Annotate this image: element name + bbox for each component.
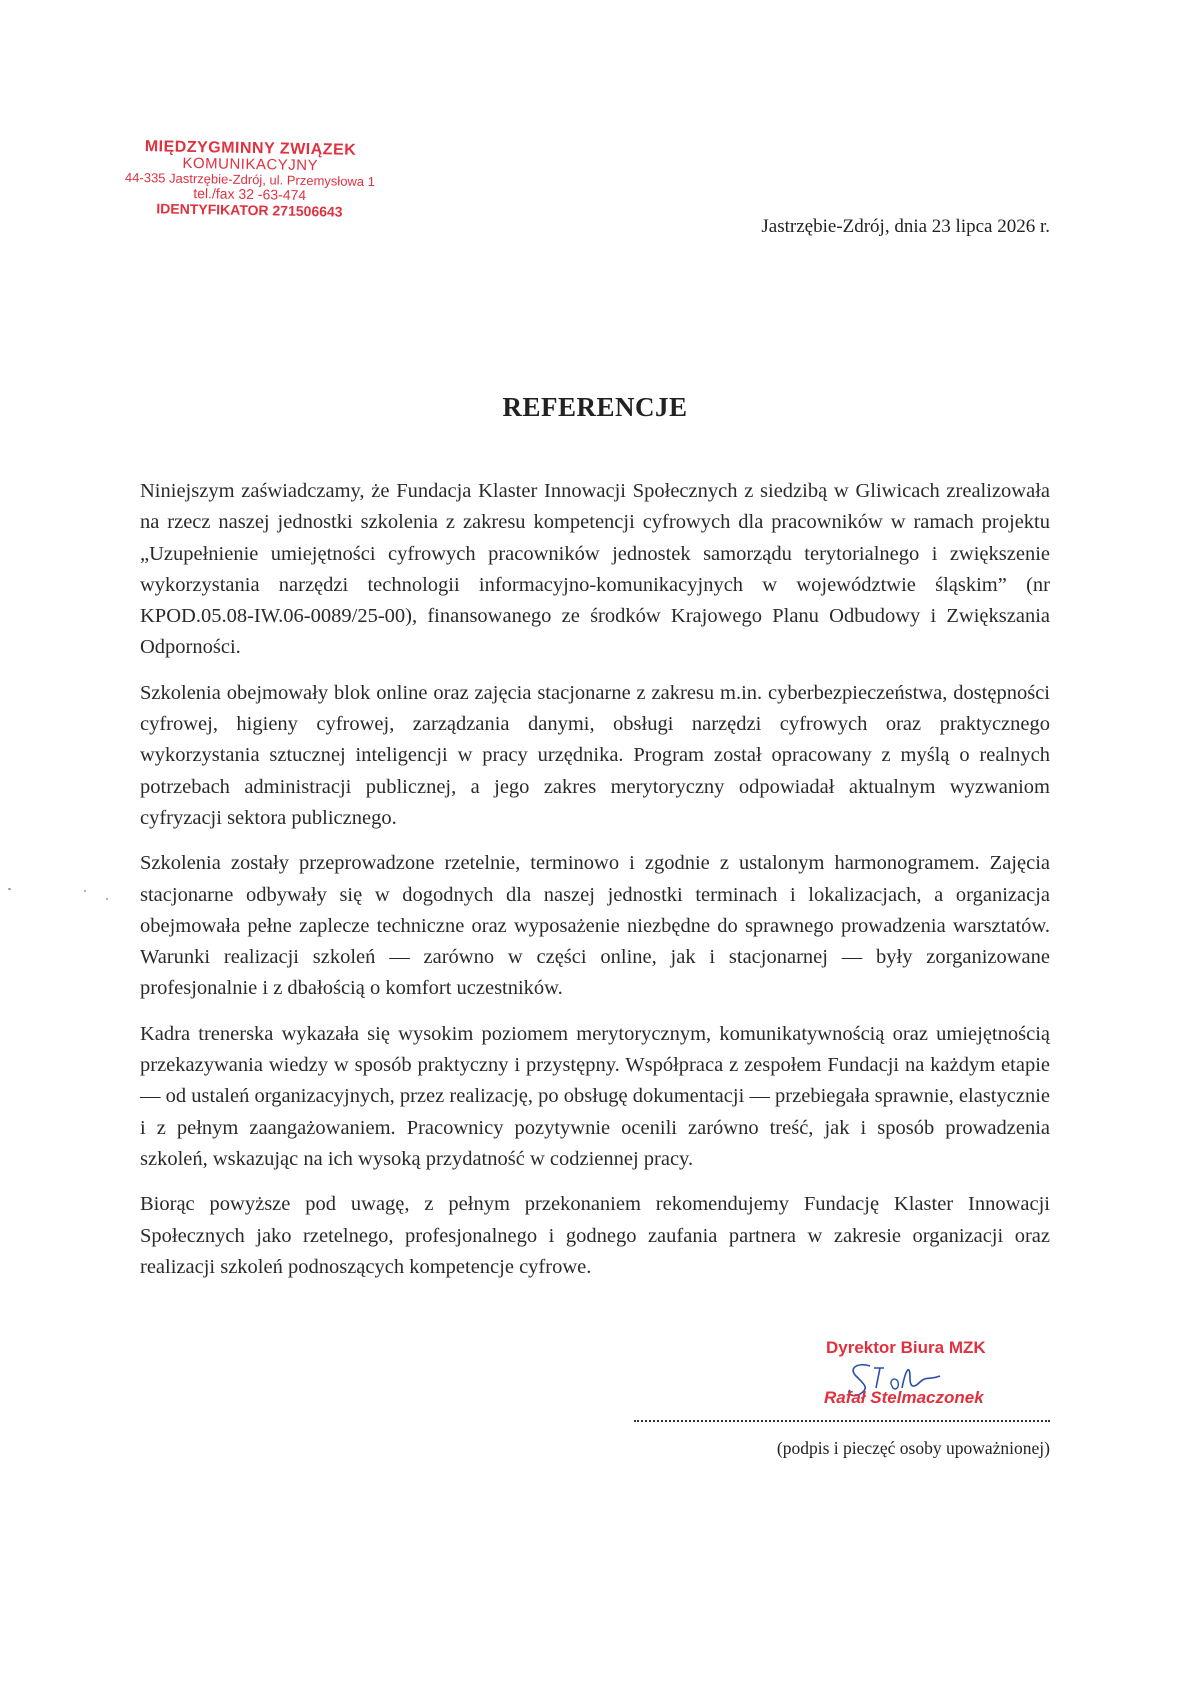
- stamp-line-type: KOMUNIKACYJNY: [182, 155, 319, 175]
- paragraph: Biorąc powyższe pod uwagę, z pełnym przekonaniem rekomendujemy Fundację Klaster Innowacji Społecznych jako rzetelnego, profesjonalnego i godnego zaufania partnera w zakresie organizacji oraz realizacji szkoleń podnoszących kompetencje cyfrowe.: [140, 1193, 1050, 1278]
- scan-speck: [84, 890, 86, 892]
- scan-speck: [8, 888, 11, 890]
- paragraph: Szkolenia zostały przeprowadzone rzetelnie, terminowo i zgodnie z ustalonym harmonogramem. Zajęcia stacjonarne odbywały się w dogodnych dla naszej jednostki terminach i lokalizacjach, a organizacja obejmowała pełne zaplecze techniczne oraz wyposażenie niezbędne do sprawnego prowadzenia warsztatów. Warunki realizacji szkoleń — zarówno w części online, jak i stacjonarnej — były zorganizowane profesjonalnie i z dbałością o komfort uczestników.: [140, 852, 1050, 1000]
- stamp-line-id: IDENTYFIKATOR 271506643: [156, 199, 343, 220]
- stamp-line-address: 44-335 Jastrzębie-Zdrój, ul. Przemysłowa 1: [124, 170, 376, 190]
- signature-name: Rafał Stelmaczonek: [824, 1388, 984, 1407]
- paragraph: Kadra trenerska wykazała się wysokim poziomem merytorycznym, komunikatywnością oraz umiejętnością przekazywania wiedzy w sposób praktyczny i przystępny. Współpraca z zespołem Fundacji na każdym etapie — od ustaleń organizacyjnych, przez realizację, po obsługę dokumentacji — przebiegała sprawnie, elastycznie i z pełnym zaangażowaniem. Pracownicy pozytywnie ocenili zarówno treść, jak i sposób prowadzenia szkoleń, wskazując na ich wysoką przydatność w codziennej pracy.: [140, 1022, 1050, 1170]
- stamp-line-phone: tel./fax 32 -63-474: [193, 185, 307, 204]
- signature-role: Dyrektor Biura MZK: [826, 1338, 986, 1357]
- signature-dotted-line: [634, 1418, 1050, 1422]
- organization-stamp: [99, 137, 400, 220]
- scan-speck: [106, 898, 108, 900]
- document-title: REFERENCJE: [502, 392, 688, 422]
- paragraph: Szkolenia obejmowały blok online oraz zajęcia stacjonarne z zakresu m.in. cyberbezpieczeństwa, dostępności cyfrowej, higieny cyfrowej, zarządzania danymi, obsługi narzędzi cyfrowych oraz praktycznego wykorzystania sztucznej inteligencji w pracy urzędnika. Program został opracowany z myślą o realnych potrzebach administracji publicznej, a jego zakres merytoryczny odpowiadał aktualnym wyzwaniom cyfryzacji sektora publicznego.: [140, 681, 1050, 829]
- document-date: Jastrzębie-Zdrój, dnia 23 lipca 2026 r.: [761, 216, 1050, 237]
- signature-caption: (podpis i pieczęć osoby upoważnionej): [776, 1438, 1050, 1458]
- paragraph: Niniejszym zaświadczamy, że Fundacja Klaster Innowacji Społecznych z siedzibą w Gliwicach zrealizowała na rzecz naszej jednostki szkolenia z zakresu kompetencji cyfrowych dla pracowników w ramach projektu „Uzupełnienie umiejętności cyfrowych pracowników jednostek samorządu terytorialnego i zwiększenie wykorzystania narzędzi technologii informacyjno-komunikacyjnych w województwie śląskim” (nr KPOD.05.08-IW.06-0089/25-00), finansowanego ze środków Krajowego Planu Odbudowy i Zwiększania Odporności.: [140, 480, 1050, 659]
- document-body: [140, 476, 1050, 1297]
- stamp-line-name: MIĘDZYGMINNY ZWIĄZEK: [144, 138, 357, 159]
- signature-stamp: [800, 1338, 1020, 1418]
